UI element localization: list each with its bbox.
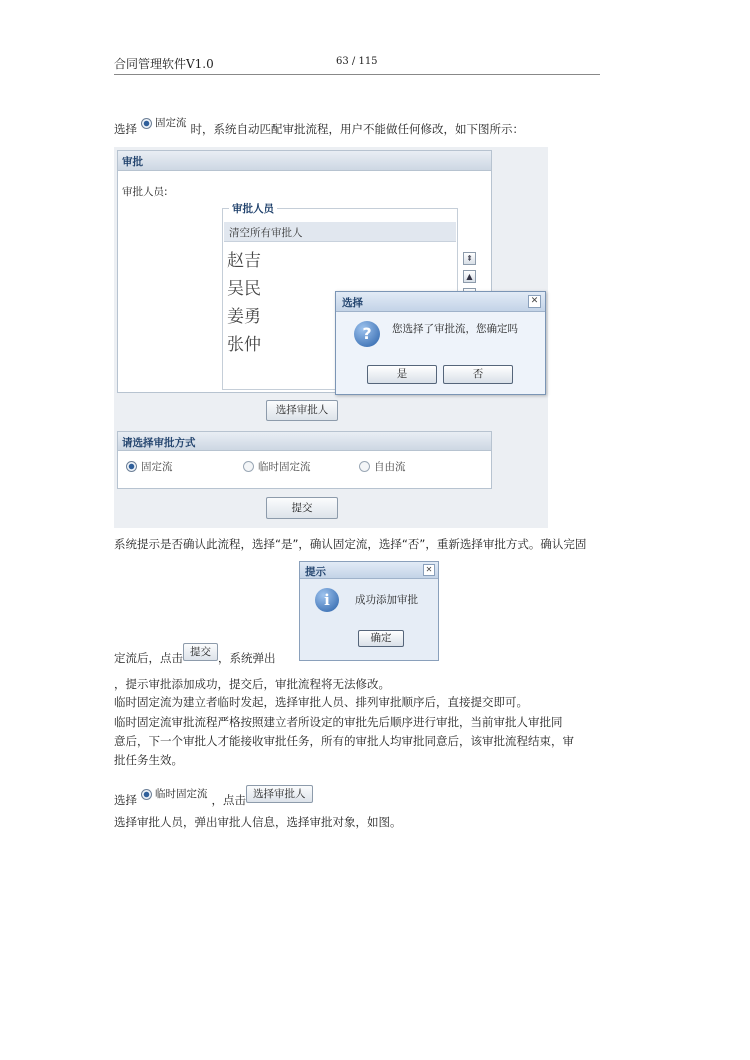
move-top-icon[interactable]: ⇞	[463, 252, 476, 265]
paragraph-success: ，提示审批添加成功，提交后，审批流程将无法修改。	[114, 677, 390, 691]
yes-button[interactable]: 是	[367, 365, 437, 384]
confirm-dialog	[335, 291, 546, 395]
question-icon: ?	[354, 321, 380, 347]
radio-unselected-icon	[359, 461, 370, 472]
success-dialog	[299, 561, 439, 661]
success-dialog-title: 提示 ✕	[300, 562, 438, 579]
approval-method-panel	[117, 431, 492, 489]
paragraph-select-fixed: 选择 固定流 时，系统自动匹配审批流程，用户不能做任何修改，如下图所示：	[114, 117, 524, 136]
success-message: 成功添加审批	[355, 594, 418, 606]
approval-method-options	[126, 459, 406, 474]
temp-fixed-flow-radio-inline: 临时固定流	[141, 786, 208, 802]
radio-selected-icon	[141, 118, 152, 129]
submit-button[interactable]: 提交	[266, 497, 338, 519]
radio-temp-fixed-flow[interactable]: 临时固定流	[243, 459, 359, 474]
radio-unselected-icon	[243, 461, 254, 472]
no-button[interactable]: 否	[443, 365, 513, 384]
radio-free-flow[interactable]: 自由流	[359, 459, 406, 474]
radio-selected-icon	[126, 461, 137, 472]
approvers-label: 审批人员:	[122, 186, 168, 198]
approver-item[interactable]: 赵吉	[227, 251, 261, 271]
approver-item[interactable]: 张仲	[227, 335, 261, 355]
paragraph-temp-flow-detail-2: 意后，下一个审批人才能接收审批任务，所有的审批人均审批同意后，该审批流程结束，审	[114, 734, 574, 748]
fixed-flow-radio-inline: 固定流	[141, 115, 187, 131]
select-approver-button-inline: 选择审批人	[246, 785, 313, 803]
submit-button-inline: 提交	[183, 643, 218, 661]
paragraph-select-approver: 选择审批人员，弹出审批人信息，选择审批对象，如图。	[114, 815, 402, 829]
paragraph-select-temp: 选择 临时固定流 ，点击 选择审批人	[114, 792, 313, 810]
approver-item[interactable]: 吴民	[227, 279, 261, 299]
approval-method-title: 请选择审批方式	[118, 432, 491, 451]
radio-fixed-flow[interactable]: 固定流	[126, 459, 243, 474]
paragraph-submit: 定流后，点击 提交 ，系统弹出	[114, 650, 276, 668]
close-icon[interactable]: ✕	[423, 564, 435, 576]
clear-all-approvers[interactable]: 清空所有审批人	[224, 222, 456, 242]
info-icon: i	[315, 588, 339, 612]
ok-button[interactable]: 确定	[358, 630, 404, 647]
move-up-icon[interactable]: ▲	[463, 270, 476, 283]
paragraph-confirm: 系统提示是否确认此流程，选择“是”，确认固定流，选择“否”，重新选择审批方式。确认完固	[114, 537, 587, 551]
select-approver-button[interactable]: 选择审批人	[266, 400, 338, 421]
radio-selected-icon	[141, 789, 152, 800]
approver-item[interactable]: 姜勇	[227, 307, 261, 327]
confirm-message: 您选择了审批流，您确定吗	[392, 323, 518, 335]
approvers-legend: 审批人员	[229, 201, 277, 216]
paragraph-temp-flow: 临时固定流为建立者临时发起，选择审批人员、排列审批顺序后，直接提交即可。	[114, 695, 528, 709]
paragraph-temp-flow-detail-3: 批任务生效。	[114, 753, 183, 767]
document-title: 合同管理软件V1.0	[114, 57, 214, 71]
confirm-dialog-title: 选择 ✕	[336, 292, 545, 312]
close-icon[interactable]: ✕	[528, 295, 541, 308]
page-number: 63 / 115	[336, 56, 378, 67]
paragraph-temp-flow-detail-1: 临时固定流审批流程严格按照建立者所设定的审批先后顺序进行审批，当前审批人审批同	[114, 715, 563, 729]
approver-list	[227, 247, 261, 359]
approval-panel-title: 审批	[118, 151, 491, 171]
approval-screenshot	[114, 147, 548, 528]
page-header	[114, 55, 600, 75]
